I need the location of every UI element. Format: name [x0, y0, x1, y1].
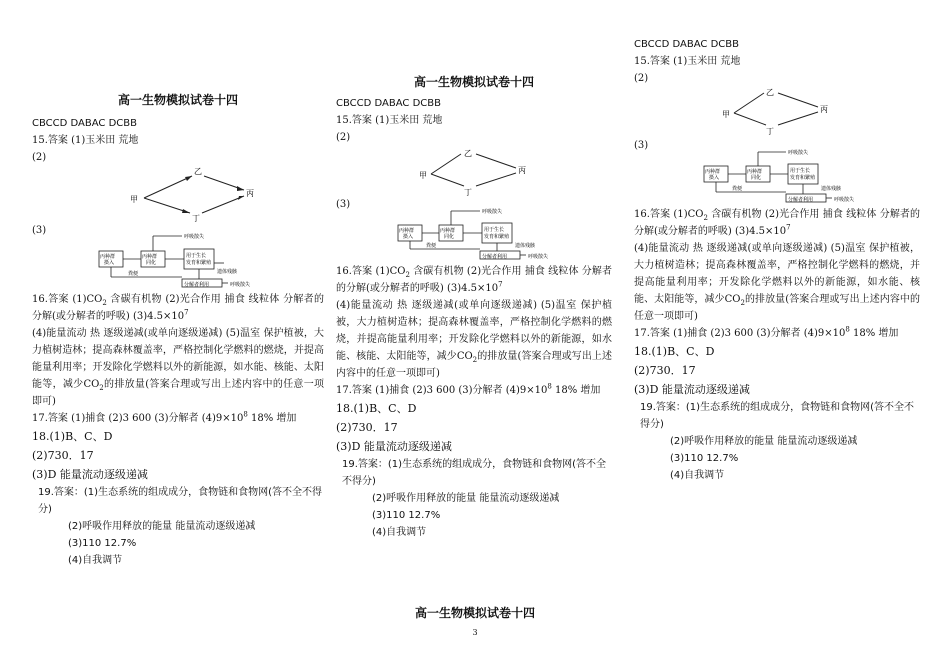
q18-line3-c: (3)D 能量流动逐级递减 [634, 383, 750, 396]
flow-box-assim: 丙种群 [142, 254, 158, 260]
flow-box-intake-c2: 摄入 [709, 175, 720, 181]
flow-box-intake: 丙种群 [100, 254, 116, 260]
flow-label-feces-c: 粪便 [732, 186, 743, 192]
node-ding-2: 丁 [464, 188, 472, 196]
q17-answer: 17.答案 (1)捕食 (2)3 600 (3)分解者 $(4)9\times 10^8$ 18% 增加 [32, 410, 297, 424]
q15-part2-label-2: (2) [336, 132, 351, 143]
flow-box-growth-b: 用于生长 [484, 227, 505, 233]
food-web-diagram [32, 166, 324, 222]
q19-line3-c: (3)110 12.7% [670, 453, 739, 464]
flow-label-resp1-c: 呼吸散失 [788, 150, 809, 156]
q19-line3-b: (3)110 12.7% [372, 510, 441, 521]
q19-line2: (2)呼吸作用释放的能量 能量流动逐级递减 [68, 521, 256, 532]
node-bing-2: 丙 [518, 166, 526, 175]
flow-box-growth-2: 发育和繁殖 [186, 260, 212, 266]
q16-answer-1: 16.答案 $(1)CO_2$ 含碳有机物 (2)光合作用 捕食 线粒体 分解者的分解(或分解者的呼吸) $(3)4.5\times 10^7$ [32, 294, 324, 322]
q15-answer: 15.答案 (1)玉米田 荒地 [32, 135, 139, 146]
node-ding-3: 丁 [766, 127, 774, 136]
node-yi: 乙 [194, 167, 202, 176]
node-yi-2: 乙 [464, 149, 472, 158]
flow-label-resp2: 呼吸散失 [230, 282, 251, 288]
q18-line3: (3)D 能量流动逐级递减 [32, 468, 148, 481]
choice-answers-2: CBCCD DABAC DCBB [336, 98, 441, 109]
q15-part2-label: (2) [32, 152, 47, 163]
q18-line1: 18.(1)B、C、D [32, 430, 113, 443]
q16-answer-2: (4)能量流动 热 逐级递减(或单向逐级递减) (5)温室 保护植被，大力植树造林；提高森林覆盖率，严格控制化学燃料的燃烧，并提高能量利用率；开发除化学燃料以外的新能源，如水能、核能、太阳能等，减少$CO_2$的排放量(答案合理或写出上述内容中的任意一项即可) [32, 328, 324, 407]
flow-label-feces-b: 粪便 [426, 243, 437, 249]
q18-line2: (2)730．17 [32, 449, 94, 462]
choice-answers-3: CBCCD DABAC DCBB [634, 39, 739, 50]
node-jia-2: 甲 [419, 171, 427, 180]
q17-answer-b: 17.答案 (1)捕食 (2)3 600 (3)分解者 $(4)9\times 10^8$ 18% 增加 [336, 382, 601, 396]
q17-answer-c: 17.答案 (1)捕食 (2)3 600 (3)分解者 $(4)9\times 10^8$ 18% 增加 [634, 325, 899, 339]
node-jia-3: 甲 [722, 110, 730, 119]
q15-part3-label-2: (3) [336, 199, 351, 210]
q19-line2-b: (2)呼吸作用释放的能量 能量流动逐级递减 [372, 493, 560, 504]
q16-answer-1-c: 16.答案 $(1)CO_2$ 含碳有机物 (2)光合作用 捕食 线粒体 分解者的分解(或分解者的呼吸) $(3)4.5\times 10^7$ [634, 209, 920, 237]
flow-box-growth-b2: 发育和繁殖 [484, 234, 510, 240]
flow-box-growth-c: 用于生长 [790, 168, 811, 174]
flow-box-growth-c2: 发育和繁殖 [790, 175, 816, 181]
q19-line1-b: 19.答案：(1)生态系统的组成成分，食物链和食物网(答不全不得分) [342, 459, 606, 487]
footer-title: 高一生物模拟试卷十四 [414, 606, 535, 620]
flow-box-decomposer: 分解者利用 [184, 282, 210, 288]
q15-part3-label: (3) [32, 225, 47, 236]
q19-line2-c: (2)呼吸作用释放的能量 能量流动逐级递减 [670, 436, 858, 447]
q19-line4-b: (4)自我调节 [372, 527, 427, 538]
node-yi-3: 乙 [766, 88, 774, 97]
energy-flow-diagram-3 [634, 148, 920, 206]
flow-box-decomposer-c: 分解者利用 [788, 197, 814, 203]
page-title: 高一生物模拟试卷十四 [117, 93, 238, 107]
flow-box-assim-b: 丙种群 [440, 228, 456, 234]
q18-line2-c: (2)730．17 [634, 364, 696, 377]
flow-box-assim-2: 同化 [146, 260, 157, 266]
page-number: 3 [472, 628, 478, 637]
flow-label-feces: 粪便 [128, 271, 139, 277]
column-1 [32, 92, 324, 569]
node-jia: 甲 [130, 195, 138, 204]
flow-box-assim-c: 丙种群 [747, 169, 763, 175]
flow-label-resp2-b: 呼吸散失 [528, 254, 549, 260]
choice-answers: CBCCD DABAC DCBB [32, 118, 137, 129]
q15-answer-3: 15.答案 (1)玉米田 荒地 [634, 56, 741, 67]
flow-label-remains-b: 遗体残骸 [515, 243, 536, 249]
q15-part3-label-3: (3) [634, 140, 649, 151]
q16-answer-2-c: (4)能量流动 热 逐级递减(或单向逐级递减) (5)温室 保护植被，大力植树造林；提高森林覆盖率，严格控制化学燃料的燃烧，并提高能量利用率；开发除化学燃料以外的新能源，如水能、核能、太阳能等，减少$CO_2$的排放量(答案合理或写出上述内容中的任意一项即可) [634, 243, 921, 322]
food-web-diagram-2 [336, 146, 612, 196]
node-bing-3: 丙 [820, 105, 828, 114]
flow-label-remains: 遗体残骸 [217, 269, 238, 275]
energy-flow-diagram-2 [336, 207, 612, 263]
flow-box-assim-c2: 同化 [751, 175, 762, 181]
q19-line4: (4)自我调节 [68, 555, 123, 566]
page-title-2: 高一生物模拟试卷十四 [413, 75, 534, 89]
q18-line3-b: (3)D 能量流动逐级递减 [336, 440, 452, 453]
flow-box-growth: 用于生长 [186, 253, 207, 259]
flow-label-remains-c: 遗体残骸 [821, 186, 842, 192]
q18-line1-c: 18.(1)B、C、D [634, 345, 715, 358]
q15-part2-label-3: (2) [634, 73, 649, 84]
q18-line1-b: 18.(1)B、C、D [336, 402, 417, 415]
q19-line3: (3)110 12.7% [68, 538, 137, 549]
q19-line4-c: (4)自我调节 [670, 470, 725, 481]
q19-line1-c: 19.答案：(1)生态系统的组成成分，食物链和食物网(答不全不得分) [640, 402, 914, 430]
flow-box-assim-b2: 同化 [444, 234, 455, 240]
energy-flow-diagram [32, 231, 324, 291]
column-2 [336, 74, 612, 541]
flow-label-resp2-c: 呼吸散失 [834, 197, 855, 203]
flow-box-intake-2: 摄入 [104, 260, 115, 266]
node-ding: 丁 [192, 214, 200, 222]
node-bing: 丙 [246, 189, 254, 198]
q16-answer-2-b: (4)能量流动 热 逐级递减(或单向逐级递减) (5)温室 保护植被，大力植树造林；提高森林覆盖率，严格控制化学燃料的燃烧，并提高能量利用率；开发除化学燃料以外的新能源，如水能、核能、太阳能等，减少$CO_2$的排放量(答案合理或写出上述内容中的任意一项即可) [336, 300, 612, 379]
flow-box-decomposer-b: 分解者利用 [482, 254, 508, 260]
q19-line1: 19.答案：(1)生态系统的组成成分，食物链和食物网(答不全不得分) [38, 487, 322, 515]
flow-label-resp1: 呼吸散失 [184, 234, 205, 240]
flow-box-intake-c: 丙种群 [705, 169, 721, 175]
food-web-diagram-3 [634, 87, 920, 137]
q18-line2-b: (2)730．17 [336, 421, 398, 434]
q16-answer-1-b: 16.答案 $(1)CO_2$ 含碳有机物 (2)光合作用 捕食 线粒体 分解者的分解(或分解者的呼吸) $(3)4.5\times 10^7$ [336, 266, 612, 294]
flow-box-intake-b: 丙种群 [399, 228, 415, 234]
q15-answer-2: 15.答案 (1)玉米田 荒地 [336, 115, 443, 126]
flow-box-intake-b2: 摄入 [403, 234, 414, 240]
column-3 [634, 36, 920, 484]
flow-label-resp1-b: 呼吸散失 [482, 209, 503, 215]
